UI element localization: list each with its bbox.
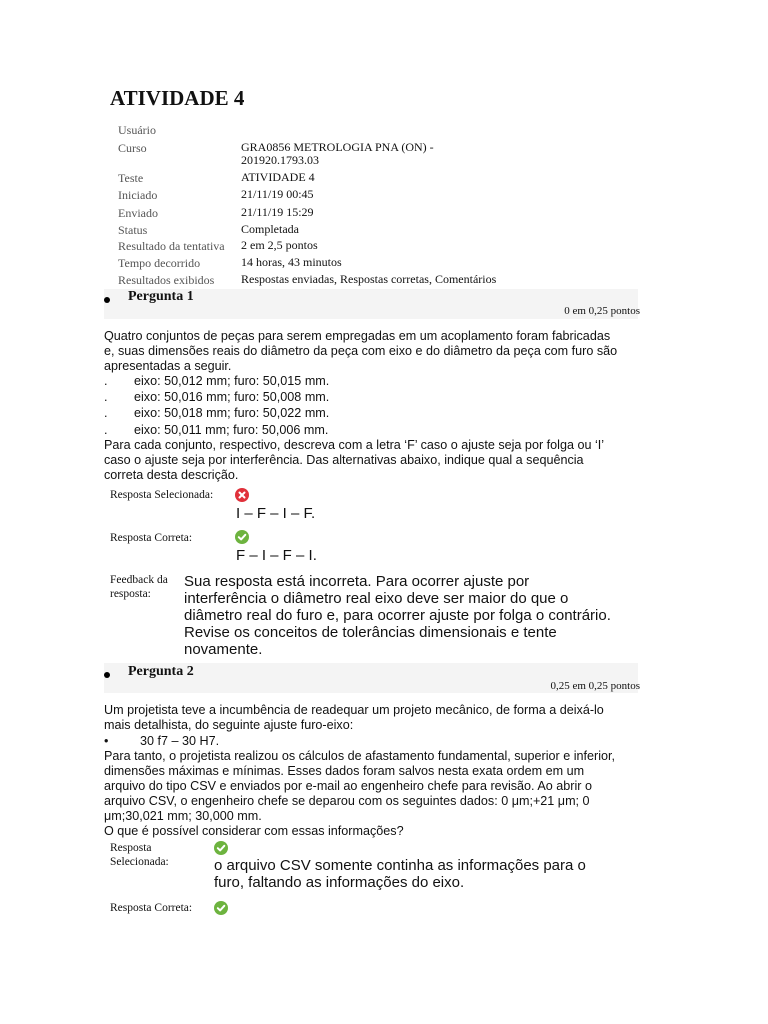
meta-label-status: Status: [118, 223, 148, 237]
question-2-intro: Um projetista teve a incumbência de readequar um projeto mecânico, de forma a deixá-lo mais detalhista, do seguinte ajuste furo-eixo:: [104, 703, 604, 732]
question-2-body: Para tanto, o projetista realizou os cálculos de afastamento fundamental, superior e inferior, dimensões máximas e mínimas. Esses dados foram salvos nesta exata ordem em um arquivo do tipo CSV e enviados por e-mail ao engenheiro chefe para revisão. Ao abrir o arquivo CSV, o engenheiro chefe se deparou com os seguintes dados: 0 μm;+21 μm; 0 μm;30,021 mm; 30,000 mm. O que é possível considerar com essas informações?: [104, 749, 616, 838]
question-1-points: 0 em 0,25 pontos: [564, 305, 640, 317]
correct-answer-label: Resposta Correta:: [110, 902, 193, 914]
question-1-prompt: Para cada conjunto, respectivo, descreva com a letra ‘F’ caso o ajuste seja por folga ou ‘I’ caso o ajuste seja por interferência. Das alternativas abaixo, indique qual a sequência correta desta descrição.: [104, 438, 605, 482]
meta-label-shown: Resultados exibidos: [118, 273, 215, 287]
question-1-intro: Quatro conjuntos de peças para serem empregadas em um acoplamento foram fabricadas e, suas dimensões reais do diâmetro da peça com eixo e do diâmetro da peça com furo são apresentadas a seguir.: [104, 329, 618, 373]
selected-answer: o arquivo CSV somente continha as informações para o furo, faltando as informações do eixo.: [214, 857, 586, 891]
list-item: . eixo: 50,016 mm; furo: 50,008 mm.: [104, 390, 330, 404]
incorrect-icon: [235, 488, 249, 502]
bullet-icon: [104, 297, 110, 303]
correct-icon: [214, 901, 228, 915]
list-item: . eixo: 50,012 mm; furo: 50,015 mm.: [104, 374, 330, 388]
meta-value-shown: Respostas enviadas, Respostas corretas, Comentários: [241, 272, 497, 286]
meta-value-sent: 21/11/19 15:29: [241, 205, 314, 219]
meta-label-test: Teste: [118, 171, 144, 185]
selected-answer: I – F – I – F.: [236, 505, 316, 522]
selected-answer-label: Resposta Selecionada:: [110, 842, 169, 868]
correct-icon: [214, 841, 228, 855]
feedback-label: Feedback da resposta:: [110, 574, 168, 600]
correct-answer-label: Resposta Correta:: [110, 532, 193, 544]
meta-value-result: 2 em 2,5 pontos: [241, 238, 318, 252]
question-2-title: Pergunta 2: [128, 664, 194, 679]
feedback-text: Sua resposta está incorreta. Para ocorrer ajuste por interferência o diâmetro real eixo deve ser maior do que o diâmetro real do furo e, para ocorrer ajuste por folga o contrário. Revise os conceitos de tolerâncias dimensionais e tente novamente.: [184, 573, 611, 658]
meta-label-sent: Enviado: [118, 206, 158, 220]
meta-label-started: Iniciado: [118, 188, 158, 202]
meta-value-started: 21/11/19 00:45: [241, 187, 314, 201]
meta-value-course: GRA0856 METROLOGIA PNA (ON) -: [241, 140, 434, 154]
bullet-icon: [104, 672, 110, 678]
meta-label-course: Curso: [118, 141, 147, 155]
meta-label-elapsed: Tempo decorrido: [118, 256, 201, 270]
list-item: • 30 f7 – 30 H7.: [104, 734, 220, 748]
meta-value-course-code: 201920.1793.03: [241, 153, 319, 167]
list-item: . eixo: 50,011 mm; furo: 50,006 mm.: [104, 423, 329, 437]
meta-label-user: Usuário: [118, 123, 156, 137]
question-2-points: 0,25 em 0,25 pontos: [550, 680, 640, 692]
list-item: . eixo: 50,018 mm; furo: 50,022 mm.: [104, 406, 330, 420]
question-1-title: Pergunta 1: [128, 289, 194, 304]
meta-label-result: Resultado da tentativa: [118, 239, 225, 253]
selected-answer-label: Resposta Selecionada:: [110, 489, 214, 501]
meta-value-elapsed: 14 horas, 43 minutos: [241, 255, 342, 269]
page-title: ATIVIDADE 4: [110, 86, 245, 110]
correct-answer: F – I – F – I.: [236, 547, 317, 564]
meta-value-test: ATIVIDADE 4: [241, 170, 315, 184]
meta-value-status: Completada: [241, 222, 299, 236]
correct-icon: [235, 530, 249, 544]
